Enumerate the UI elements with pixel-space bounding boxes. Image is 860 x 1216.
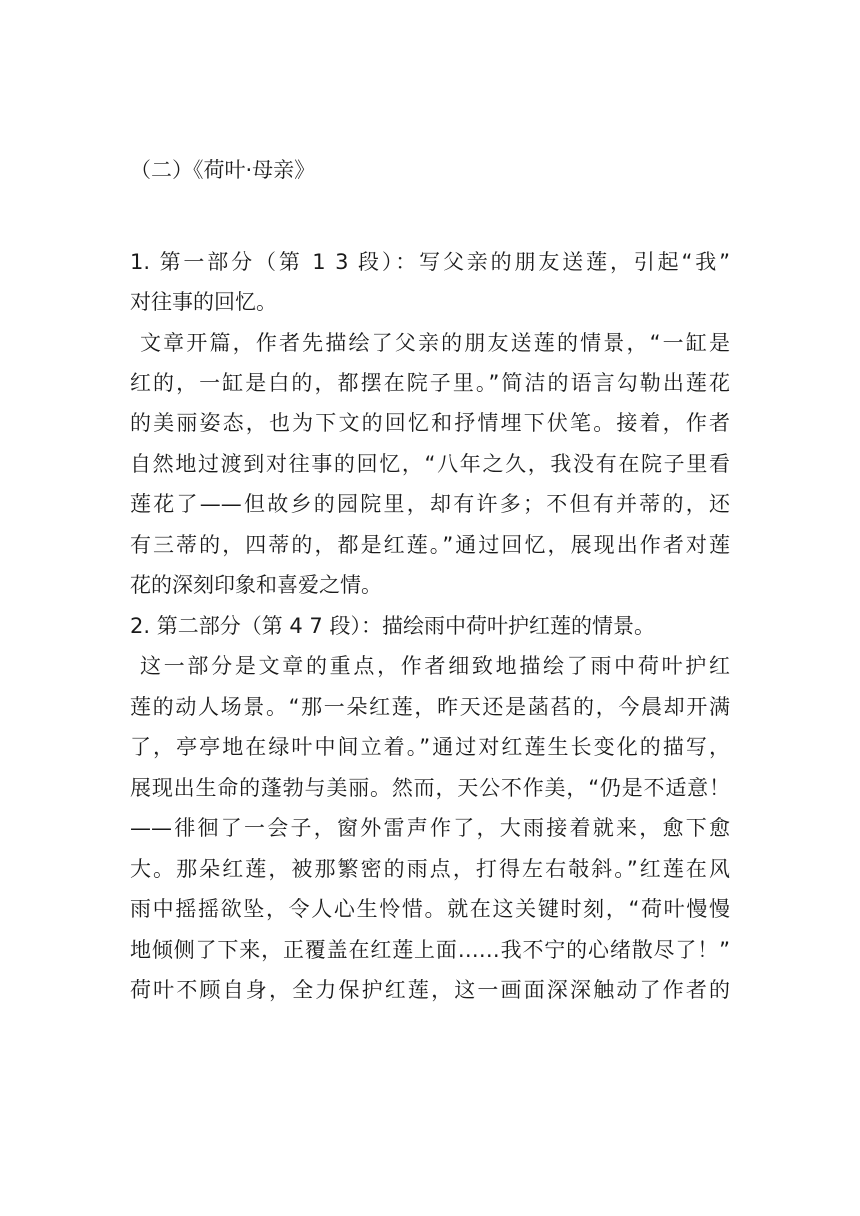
paragraph-line-18: 地倾侧了下来，正覆盖在红莲上面……我不宁的心绪散尽了！” [130,938,730,962]
paragraph-line-1: 1. 第一部分（第 1 3 段）：写父亲的朋友送莲，引起“我” [130,250,730,274]
paragraph-line-3: 文章开篇，作者先描绘了父亲的朋友送莲的情景，“一缸是 [140,331,730,355]
paragraph-line-11: 这一部分是文章的重点，作者细致地描绘了雨中荷叶护红 [140,654,730,678]
paragraph-line-5: 的美丽姿态，也为下文的回忆和抒情埋下伏笔。接着，作者 [130,411,730,435]
paragraph-line-10: 2. 第二部分（第 4 7 段）：描绘雨中荷叶护红莲的情景。 [130,614,655,638]
section-heading: （二）《荷叶·母亲》 [130,158,316,182]
paragraph-line-4: 红的，一缸是白的，都摆在院子里。”简洁的语言勾勒出莲花 [130,371,730,395]
paragraph-line-13: 了，亭亭地在绿叶中间立着。”通过对红莲生长变化的描写， [130,735,730,759]
paragraph-line-6: 自然地过渡到对往事的回忆，“八年之久，我没有在院子里看 [130,452,730,476]
paragraph-line-17: 雨中摇摇欲坠，令人心生怜惜。就在这关键时刻，“荷叶慢慢 [130,897,730,921]
paragraph-line-8: 有三蒂的，四蒂的，都是红莲。”通过回忆，展现出作者对莲 [130,533,730,557]
paragraph-line-19: 荷叶不顾自身，全力保护红莲，这一画面深深触动了作者的 [130,978,730,1002]
paragraph-line-14: 展现出生命的蓬勃与美丽。然而，天公不作美，“仍是不适意！ [130,776,730,800]
paragraph-line-2: 对往事的回忆。 [130,290,277,314]
paragraph-line-16: 大。那朵红莲，被那繁密的雨点，打得左右攲斜。”红莲在风 [130,857,730,881]
paragraph-line-12: 莲的动人场景。“那一朵红莲，昨天还是菡萏的，今晨却开满 [130,695,730,719]
paragraph-line-7: 莲花了——但故乡的园院里，却有许多；不但有并蒂的，还 [130,492,730,516]
paragraph-line-15: ——徘徊了一会子，窗外雷声作了，大雨接着就来，愈下愈 [130,816,730,840]
paragraph-line-9: 花的深刻印象和喜爱之情。 [130,573,382,597]
